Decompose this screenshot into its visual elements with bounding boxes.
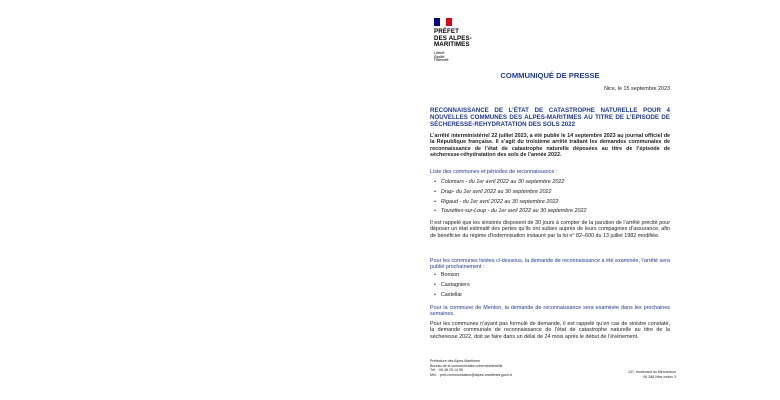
list-item: • Rigaud - du 1er avril 2022 au 30 septembre 2022 [434,198,670,208]
list-item: • Castellar [434,291,670,301]
logo-line: MARITIMES [434,41,470,49]
recognition-intro: Pour les communes listées ci-dessous, la demande de reconnaissance a été examinée, l’arrêté sera publié prochainement : [430,258,670,271]
prefecture-logo [434,18,494,63]
commune-list [434,178,670,217]
list-item: • Bonson [434,271,670,281]
reminder-paragraph: Pour les communes n’ayant pas formulé de demande, il est rappelé qu’en cas de sinistre constaté, la demande communale de reconnaissance de l’état de catastrophe naturelle au titre de la sécheresse 2022, doit se faire dans un délai de 24 mois après le début de l’événement. [430,321,670,340]
document-heading: COMMUNIQUÉ DE PRESSE [500,71,600,80]
dateline: Nice, le 15 septembre 2023 [604,86,670,92]
list-item: • Castagniers [434,281,670,291]
logo-line: PRÉFET [434,28,460,35]
list-item: • Colomars - du 1er avril 2022 au 30 septembre 2022 [434,178,670,188]
tricolor-flag-icon [434,18,452,26]
logo-line: DES ALPES- [434,34,472,42]
footer-contact: Préfecture des Alpes-Maritimes Bureau de la communication interministérielle Tél. : 06 48 25 14 55 Mél. : pref-communication@alpes-maritimes.gouv.fr [430,359,513,377]
recognition-list [434,271,670,300]
list-item: • Tourettes-sur-Loup - du 1er avril 2022 au 30 septembre 2022 [434,207,670,217]
list-item: • Drap- du 1er avril 2022 au 30 septembre 2022 [434,188,670,198]
insurance-paragraph: Il est rappelé que les sinistrés disposent de 30 jours à compter de la parution de l’arrêté précité pour déposer un état estimatif des pertes qu’ils ont subies auprès de leurs compagnies d’assurance, afin de bénéficier du régime d’indemnisation instauré par la loi n° 82–600 du 13 juillet 1982 modifiée. [430,220,670,239]
press-release-title: RECONNAISSANCE DE L’ÉTAT DE CATASTROPHE NATURELLE POUR 4 NOUVELLES COMMUNES DES ALPES-MARITIMES AU TITRE DE L’EPISODE DE SÉCHERESSE-REHYDRATATION DES SOLS 2022 [430,107,670,129]
logo-motto: Liberté Égalité Fraternité [434,50,449,63]
menton-paragraph: Pour la commune de Menton, la demande de reconnaissance sera examinée dans les prochaines semaines. [430,305,670,318]
footer-address: 147, boulevard du Mercantour 06 286 Nice cedex 3 [628,370,676,379]
intro-paragraph: L’arrêté interministériel 22 juillet 2023, a été publié le 14 septembre 2023 au journal officiel de la République française. Il s’agit du troisième arrêté traitant les demandes communales de reconnaissance de l’état de catastrophe naturelle déposées au titre de l’épisode de sécheresse-réhydratation des sols de l’année 2022. [430,133,670,159]
commune-list-heading: Liste des communes et périodes de reconnaissance : [430,169,558,175]
